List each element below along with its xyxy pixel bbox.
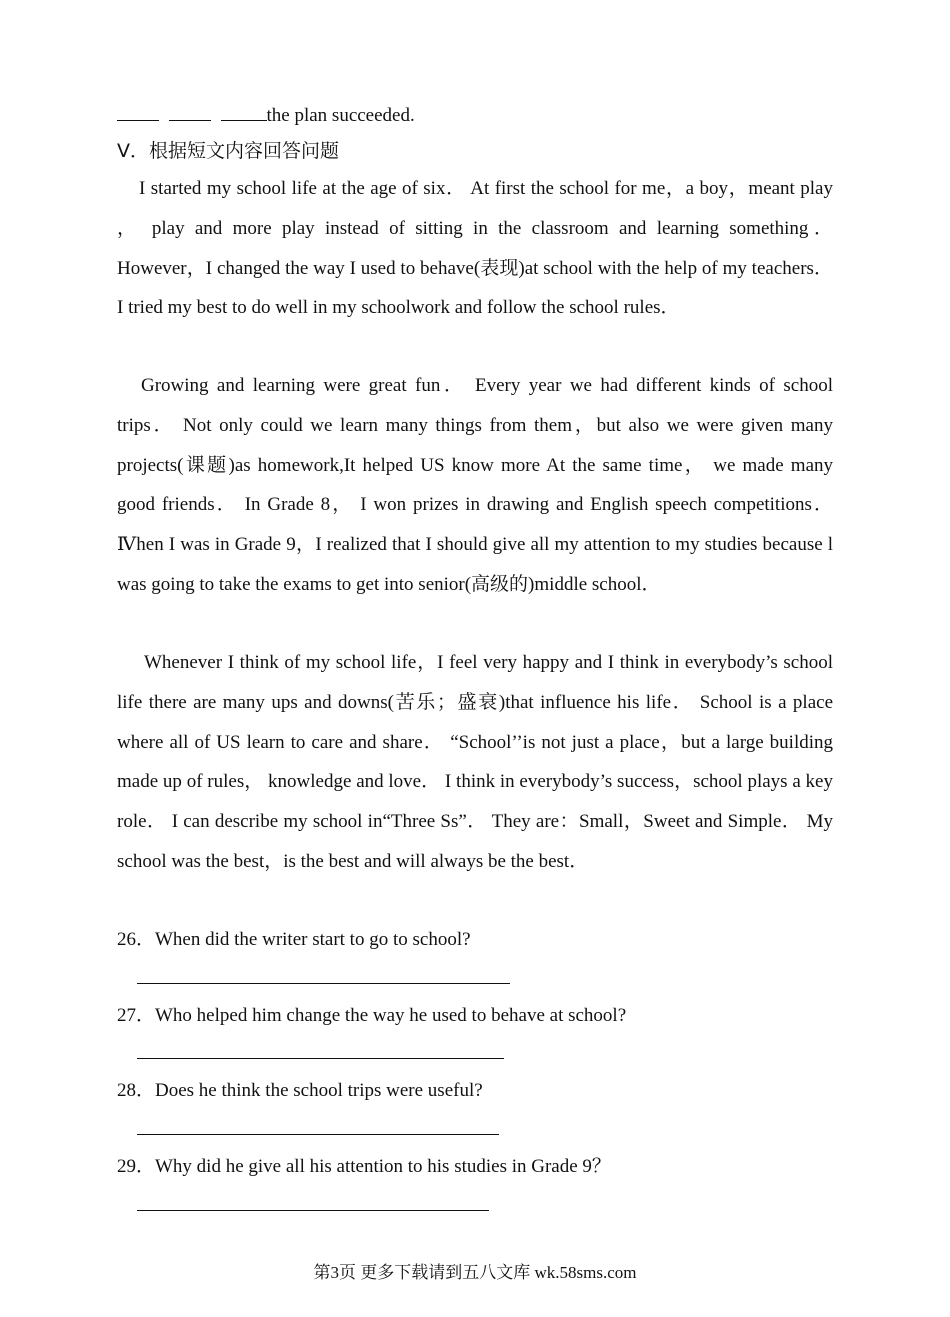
answer-line-26[interactable] [137,983,510,984]
blank-2[interactable] [169,102,211,121]
question-29: 29．Why did he give all his attention to his studies in Grade 9？ [117,1156,611,1177]
section-title: V．根据短文内容回答问题 [117,140,339,162]
answer-line-28[interactable] [137,1134,499,1135]
passage-paragraph-1 [117,169,833,328]
blank-3[interactable] [221,102,267,121]
paragraph-2-text: Growing and learning were great fun． Every year we had different kinds of school trips． Not only could we learn many things from them，but also we were given many projects(课题)as homework,It helped US know more At the same time， we made many good friends． In Grade 8， I won prizes in drawing and English speech competitions． Ⅳhen I was in Grade 9，I realized that I should give all my attention to my studies because l was going to take the exams to get into senior(高级的)middle school． [117,375,833,595]
page-footer: 第3页 更多下载请到五八文库 wk.58sms.com [313,1263,637,1282]
passage-paragraph-3 [117,643,833,882]
fill-in-sentence [117,102,833,128]
answer-line-27[interactable] [137,1058,504,1059]
question-27: 27．Who helped him change the way he used to behave at school? [117,1005,627,1026]
answer-line-29[interactable] [137,1210,489,1211]
sentence-suffix: the plan succeeded. [266,105,415,126]
blank-1[interactable] [117,102,159,121]
paragraph-3-text: Whenever I think of my school life，I feel very happy and I think in everybody’s school life there are many ups and downs(苦乐；盛衰)that influence his life． School is a place where all of US learn to care and share． “School’’is not just a place，but a large building made up of rules， knowledge and love． I think in everybody’s success，school plays a key role． I can describe my school in“Three Ss”． They are：Small，Sweet and Simple． My school was the best，is the best and will always be the best． [117,652,833,872]
paragraph-1-text: I started my school life at the age of six． At first the school for me，a boy，meant play ， play and more play instead of sitting in the classroom and learning something． However，I changed the way I used to behave(表现)at school with the help of my teachers． I tried my best to do well in my schoolwork and follow the school rules． [117,178,833,319]
question-28: 28．Does he think the school trips were useful? [117,1080,483,1101]
question-26: 26．When did the writer start to go to school? [117,929,471,950]
passage-paragraph-2 [117,366,833,605]
